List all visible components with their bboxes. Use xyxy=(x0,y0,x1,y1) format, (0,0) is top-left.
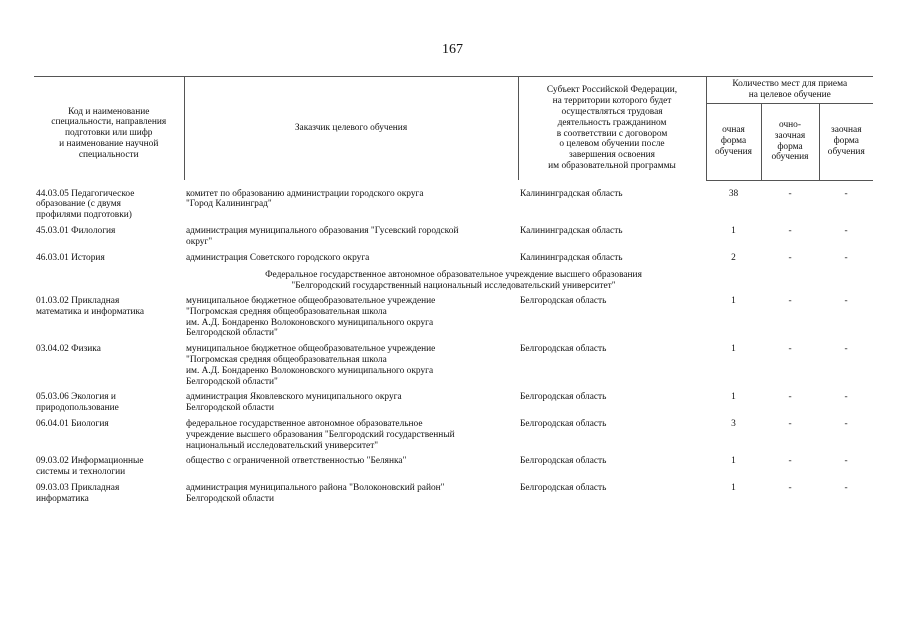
table-row xyxy=(34,251,873,267)
cell-full-time: 1 xyxy=(731,392,736,403)
cell-customer: федеральное государственное автономное образовательное учреждение высшего образования "Белгородский государственный национальный исследовательский университет" xyxy=(186,418,455,451)
cell-extramural: - xyxy=(844,188,848,199)
header-subject: Субъект Российской Федерации, на территории которого будет осуществляться трудовая деятельность гражданином в соответствии с договором о целевом обучении после завершения освоения им образовательной программы xyxy=(518,77,706,181)
cell-part-time: - xyxy=(788,456,792,467)
cell-part-time: - xyxy=(788,188,792,199)
cell-extramural: - xyxy=(844,344,848,355)
cell-code: 46.03.01 История xyxy=(36,252,105,263)
table-body xyxy=(34,180,873,507)
cell-full-time: 2 xyxy=(731,252,736,263)
table-row xyxy=(34,187,873,224)
page-number: 167 xyxy=(442,42,463,57)
table-row xyxy=(34,417,873,454)
cell-code: 09.03.03 Прикладная информатика xyxy=(36,482,120,504)
table-row xyxy=(34,481,873,508)
cell-full-time: 38 xyxy=(728,188,739,199)
cell-full-time: 3 xyxy=(731,418,736,429)
cell-part-time: - xyxy=(788,295,792,306)
cell-subject: Белгородская область xyxy=(520,482,607,493)
cell-full-time: 1 xyxy=(731,295,736,306)
cell-code: 05.03.06 Экология и природопользование xyxy=(36,392,119,414)
header-extramural: заочная форма обучения xyxy=(819,103,873,180)
cell-full-time: 1 xyxy=(731,225,736,236)
cell-subject: Белгородская область xyxy=(520,418,607,429)
organization-heading: Федеральное государственное автономное образовательное учреждение высшего образования "Белгородский государственный национальный исследовательский университет" xyxy=(265,270,642,292)
cell-subject: Калининградская область xyxy=(520,252,623,263)
organization-heading-row xyxy=(34,266,873,294)
cell-code: 09.03.02 Информационные системы и технологии xyxy=(36,456,144,478)
cell-part-time: - xyxy=(788,344,792,355)
cell-code: 44.03.05 Педагогическое образование (с двумя профилями подготовки) xyxy=(36,188,135,221)
cell-customer: администрация муниципального образования "Гусевский городской округ" xyxy=(186,225,459,247)
cell-code: 45.03.01 Филология xyxy=(36,225,116,236)
cell-subject: Калининградская область xyxy=(520,188,623,199)
cell-customer: администрация Яковлевского муниципального округа Белгородской области xyxy=(186,392,402,414)
cell-subject: Белгородская область xyxy=(520,295,607,306)
cell-customer: общество с ограниченной ответственностью "Белянка" xyxy=(186,456,407,467)
cell-part-time: - xyxy=(788,482,792,493)
table-row xyxy=(34,224,873,251)
cell-customer: муниципальное бюджетное общеобразовательное учреждение "Погромская средняя общеобразовательная школа им. А.Д. Бондаренко Волоконовского муниципального округа Белгородской области" xyxy=(186,295,436,339)
table-row xyxy=(34,294,873,342)
header-part-time: очно- заочная форма обучения xyxy=(761,103,819,180)
cell-full-time: 1 xyxy=(731,344,736,355)
cell-subject: Калининградская область xyxy=(520,225,623,236)
table-row xyxy=(34,342,873,390)
header-places: Количество мест для приема на целевое обучение xyxy=(706,77,873,104)
cell-extramural: - xyxy=(844,418,848,429)
cell-full-time: 1 xyxy=(731,456,736,467)
cell-customer: муниципальное бюджетное общеобразовательное учреждение "Погромская средняя общеобразовательная школа им. А.Д. Бондаренко Волоконовского муниципального округа Белгородской области" xyxy=(186,344,436,387)
cell-extramural: - xyxy=(844,225,848,236)
cell-subject: Белгородская область xyxy=(520,392,607,403)
cell-extramural: - xyxy=(844,252,848,263)
cell-subject: Белгородская область xyxy=(520,456,607,467)
table-row xyxy=(34,390,873,417)
cell-customer: комитет по образованию администрации городского округа "Город Калининград" xyxy=(186,188,424,210)
cell-code: 03.04.02 Физика xyxy=(36,344,101,355)
cell-code: 01.03.02 Прикладная математика и информатика xyxy=(36,295,145,317)
cell-extramural: - xyxy=(844,392,848,403)
cell-customer: администрация муниципального района "Волоконовский район" Белгородской области xyxy=(186,482,445,504)
table-row xyxy=(34,454,873,481)
header-customer: Заказчик целевого обучения xyxy=(184,77,518,181)
cell-extramural: - xyxy=(844,482,848,493)
cell-part-time: - xyxy=(788,252,792,263)
target-training-table xyxy=(34,76,873,508)
cell-extramural: - xyxy=(844,456,848,467)
cell-full-time: 1 xyxy=(731,482,736,493)
cell-part-time: - xyxy=(788,225,792,236)
cell-part-time: - xyxy=(788,392,792,403)
cell-extramural: - xyxy=(844,295,848,306)
cell-customer: администрация Советского городского округа xyxy=(186,252,370,263)
cell-part-time: - xyxy=(788,418,792,429)
cell-subject: Белгородская область xyxy=(520,344,607,355)
header-code: Код и наименование специальности, направления подготовки или шифр и наименование научной специальности xyxy=(34,77,184,181)
table-header xyxy=(34,77,873,181)
header-full-time: очная форма обучения xyxy=(706,103,761,180)
cell-code: 06.04.01 Биология xyxy=(36,418,109,429)
